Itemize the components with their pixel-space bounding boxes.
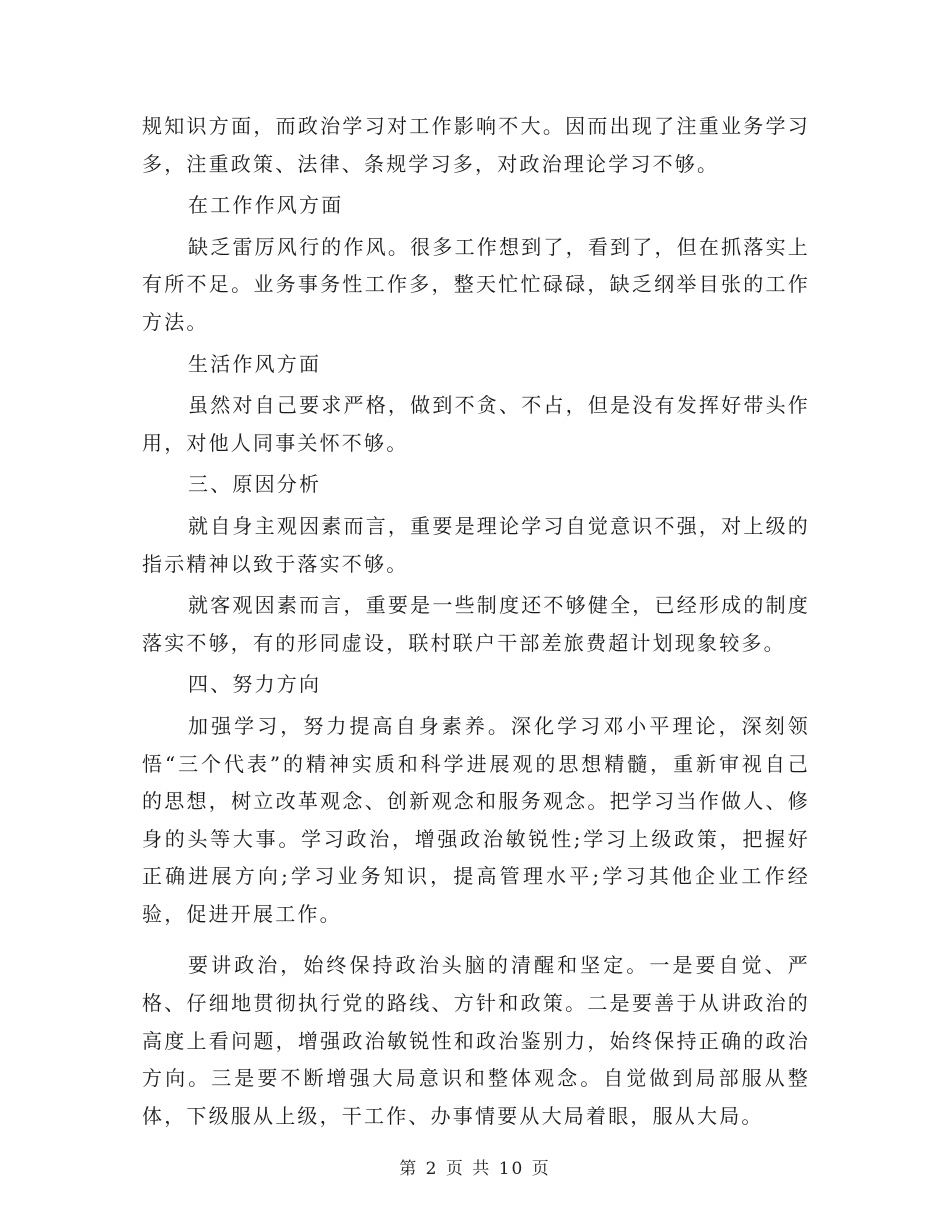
page-number-footer: 第 2 页 共 10 页 xyxy=(399,1159,551,1179)
paragraph-subjective-factors: 就自身主观因素而言，重要是理论学习自觉意识不强，对上级的指示精神以致于落实不够。 xyxy=(142,513,810,576)
section-heading-work-style: 在工作作风方面 xyxy=(188,193,344,218)
document-body xyxy=(142,108,810,1135)
section-heading-effort-direction: 四、努力方向 xyxy=(188,672,322,697)
paragraph-politics: 要讲政治，始终保持政治头脑的清醒和坚定。一是要自觉、严格、仔细地贯彻执行党的路线、方针和政策。二是要善于从讲政治的高度上看问题，增强政治敏锐性和政治鉴别力，始终保持正确的政治方向。三是要不断增强大局意识和整体观念。自觉做到局部服从整体，下级服从上级，干工作、办事情要从大局着眼，服从大局。 xyxy=(142,953,810,1128)
paragraph-life-style: 虽然对自己要求严格，做到不贪、不占，但是没有发挥好带头作用，对他人同事关怀不够。 xyxy=(142,393,810,455)
section-heading-cause-analysis: 三、原因分析 xyxy=(188,472,322,497)
paragraph-objective-factors: 就客观因素而言，重要是一些制度还不够健全，已经形成的制度落实不够，有的形同虚设，联村联户干部差旅费超计划现象较多。 xyxy=(142,593,810,655)
paragraph-work-style: 缺乏雷厉风行的作风。很多工作想到了，看到了，但在抓落实上有所不足。业务事务性工作多，整天忙忙碌碌，缺乏纲举目张的工作方法。 xyxy=(142,234,810,334)
section-heading-life-style: 生活作风方面 xyxy=(188,351,322,376)
paragraph-strengthen-learning: 加强学习，努力提高自身素养。深化学习邓小平理论，深刻领悟“三个代表”的精神实质和科学进展观的思想精髓，重新审视自己的思想，树立改革观念、创新观念和服务观念。把学习当作做人、修身的头等大事。学习政治，增强政治敏锐性;学习上级政策，把握好正确进展方向;学习业务知识，提高管理水平;学习其他企业工作经验，促进开展工作。 xyxy=(142,713,810,926)
paragraph-continued: 规知识方面，而政治学习对工作影响不大。因而出现了注重业务学习多，注重政策、法律、条规学习多，对政治理论学习不够。 xyxy=(142,114,810,176)
